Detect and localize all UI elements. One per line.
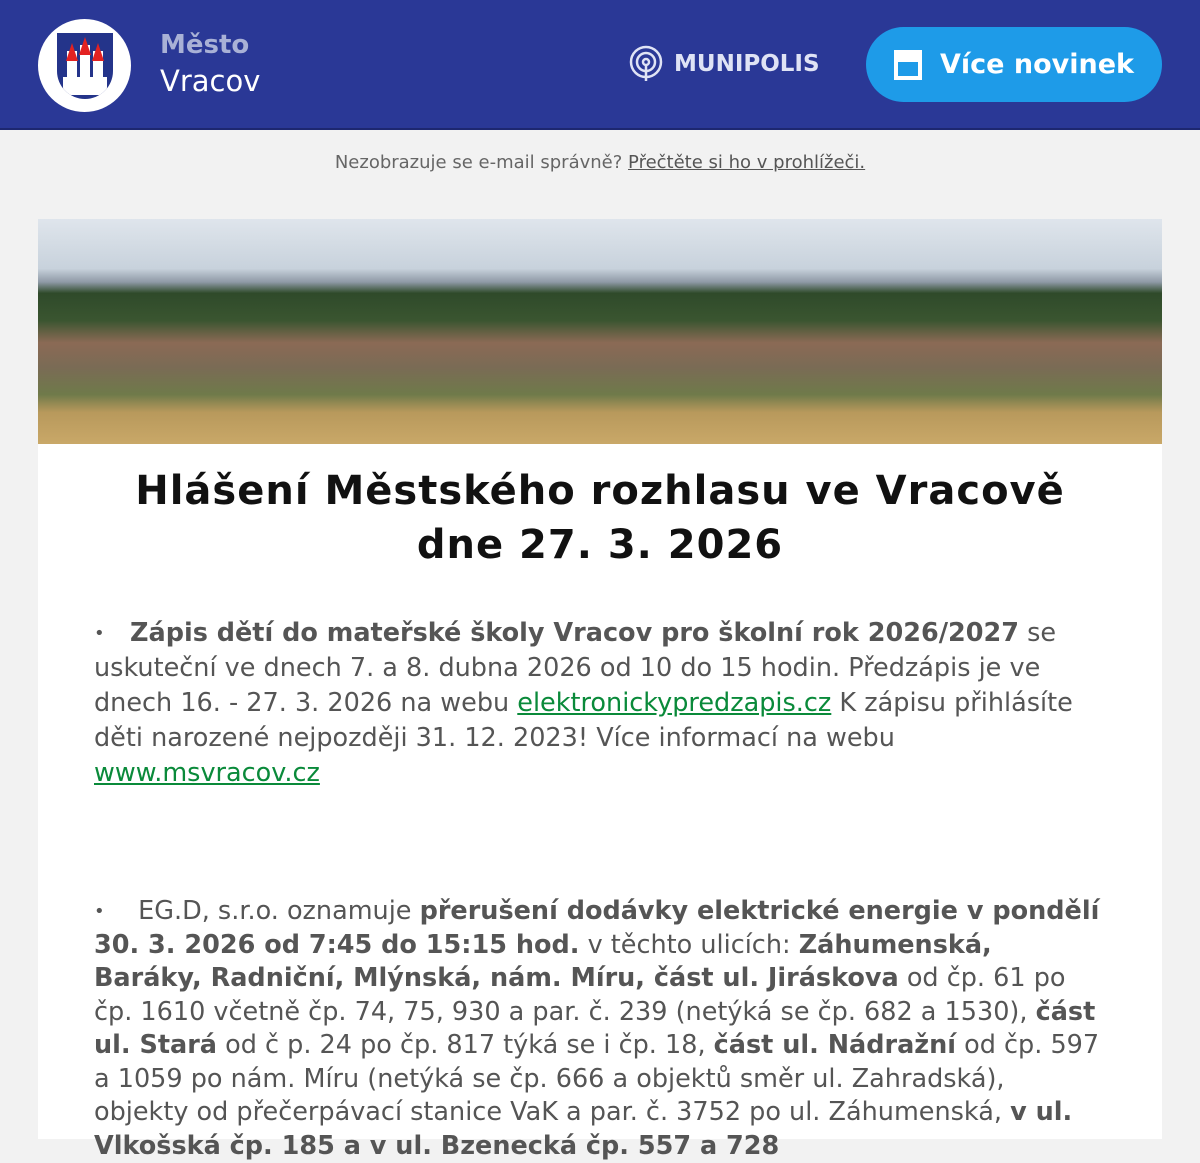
notice-text: Nezobrazuje se e-mail správně? xyxy=(334,152,623,173)
announcement-item: • Zápis dětí do mateřské školy Vracov pro školní rok 2026/2027 se uskuteční ve dnech 7. a 8. dubna 2026 od 10 do 15 hodin. Předzápis je ve dnech 16. - 27. 3. 2026 na webu elektronickypredzapis.cz K zápisu přihlásíte děti narozené nejpozději 31. 12. 2023! Více informací na webu www.msvracov.cz xyxy=(94,618,1073,788)
text-run: část ul. Nádražní xyxy=(713,1030,957,1060)
predzapis-link[interactable]: elektronickypredzapis.cz xyxy=(517,688,832,718)
text-run: od čp. 597 a 1059 po nám. Míru (netýká se čp. 666 a objektů směr ul. Zahradská), objekty od přečerpávací stanice VaK a par. č. 3752 po ul. Záhumenská, xyxy=(94,1030,1100,1127)
text-run: v těchto ulicích: xyxy=(579,929,799,960)
text-run: část ul. Stará xyxy=(94,996,1096,1060)
text-run: přerušení dodávky elektrické energie v pondělí 30. 3. 2026 od 7:45 do 15:15 hod. xyxy=(94,896,1100,960)
article-title: Hlášení Městského rozhlasu ve Vracově dne 27. 3. 2026 xyxy=(135,468,1065,568)
brand-name: MUNIPOLIS xyxy=(674,51,820,77)
text-run: EG.D, s.r.o. oznamuje xyxy=(138,896,420,926)
city-label: Město xyxy=(160,30,250,60)
city-name: Vracov xyxy=(160,64,261,98)
munipolis-logo[interactable] xyxy=(628,45,820,83)
header xyxy=(0,0,1200,130)
town-aerial-photo xyxy=(38,219,1162,444)
text-run: od čp. 61 po čp. 1610 včetně čp. 74, 75, 930 a par. č. 239 (netýká se čp. 682 a 1530), xyxy=(94,963,1066,1027)
article-card xyxy=(38,219,1162,1161)
text-run: v ul. Vlkošská čp. 185 a v ul. Bzenecká čp. 557 a 728 xyxy=(94,1097,1073,1161)
newspaper-icon xyxy=(894,50,922,80)
view-in-browser-notice xyxy=(0,152,1200,173)
msvracov-link[interactable]: www.msvracov.cz xyxy=(94,758,320,788)
bullet: • xyxy=(94,901,105,922)
bullet: • xyxy=(94,623,105,644)
more-news-label: Více novinek xyxy=(940,49,1134,80)
announcement-item xyxy=(94,895,1106,1163)
text-run: Záhumenská, Baráky, Radniční, Mlýnská, nám. Míru, část ul. Jiráskova xyxy=(94,929,992,993)
more-news-button[interactable] xyxy=(866,27,1162,102)
view-in-browser-link[interactable]: Přečtěte si ho v prohlížeči. xyxy=(628,152,866,173)
city-coat-of-arms-logo[interactable] xyxy=(38,19,131,112)
broadcast-icon xyxy=(628,45,664,83)
text-run: od č p. 24 po čp. 817 týká se i čp. 18, xyxy=(217,1030,714,1060)
